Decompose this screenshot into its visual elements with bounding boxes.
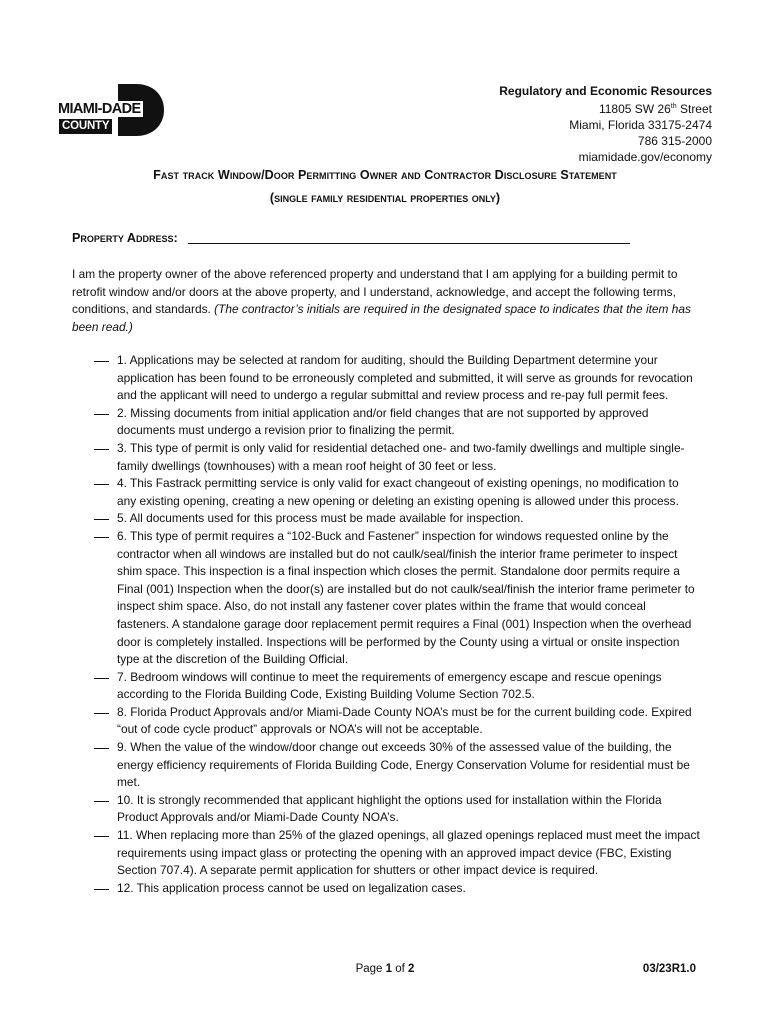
department-name: Regulatory and Economic Resources [499, 84, 712, 98]
list-item: 5. All documents used for this process must be made available for inspection. [94, 510, 700, 528]
initials-field[interactable] [94, 484, 109, 485]
initials-field[interactable] [94, 801, 109, 802]
list-item: 11. When replacing more than 25% of the glazed openings, all glazed openings replaced must meet the impact requirements using impact glass or protecting the opening with an approved impact device (FBC, Existing Section 707.4). A separate permit application for shutters or other impact device is required. [94, 827, 700, 880]
list-item: 9. When the value of the window/door change out exceeds 30% of the assessed value of the building, the energy efficiency requirements of Florida Building Code, Energy Conservation Volume for residential must be met. [94, 739, 700, 792]
initials-field[interactable] [94, 361, 109, 362]
intro-instruction: (The contractor’s initials are required in the designated space to indicates that the item has been read.) [72, 302, 691, 334]
miami-dade-county-logo [58, 82, 168, 138]
list-item: 4. This Fastrack permitting service is only valid for exact changeout of existing openings, no modification to any existing opening, creating a new opening or deleting an existing opening is allowed under this process. [94, 475, 700, 510]
initials-field[interactable] [94, 889, 109, 890]
revision-code: 03/23R1.0 [642, 963, 696, 975]
property-address-label: Property Address: [72, 231, 178, 245]
list-item: 12. This application process cannot be used on legalization cases. [94, 880, 700, 898]
phone-number: 786 315-2000 [637, 134, 712, 148]
initials-field[interactable] [94, 537, 109, 538]
list-item: 10. It is strongly recommended that applicant highlight the options used for installation within the Florida Product Approvals and/or Miami-Dade County NOA’s. [94, 792, 700, 827]
list-item: 8. Florida Product Approvals and/or Miami-Dade County NOA’s must be for the current building code. Expired “out of code cycle product” approvals or NOA’s will not be acceptable. [94, 704, 700, 739]
initials-field[interactable] [94, 449, 109, 450]
initials-field[interactable] [94, 713, 109, 714]
intro-paragraph: I am the property owner of the above referenced property and understand that I am applying for a building permit to retrofit window and/or doors at the above property, and I understand, acknowledge, and accept the following terms, conditions, and standards. (The contractor’s initials are required in the designated space to indicates that the item has been read.) [72, 267, 691, 334]
document-title: Fast track Window/Door Permitting Owner and Contractor Disclosure Statement [153, 168, 617, 182]
initials-field[interactable] [94, 519, 109, 520]
list-item: 3. This type of permit is only valid for residential detached one- and two-family dwellings and multiple single-family dwellings (townhouses) with a mean roof height of 30 feet or less. [94, 440, 700, 475]
logo-county-badge: COUNTY [59, 119, 112, 134]
list-item: 7. Bedroom windows will continue to meet the requirements of emergency escape and rescue openings according to the Florida Building Code, Existing Building Volume Section 702.5. [94, 669, 700, 704]
initials-field[interactable] [94, 836, 109, 837]
property-address-row [72, 231, 178, 245]
initials-field[interactable] [94, 678, 109, 679]
logo-wordmark: MIAMI-DADE [58, 101, 141, 117]
city-state-zip: Miami, Florida 33175-2474 [569, 118, 712, 132]
street-address: 11805 SW 26th Street [598, 102, 712, 116]
list-item: 1. Applications may be selected at random for auditing, should the Building Department determine your application has been found to be erroneously completed and submitted, it will serve as grounds for revocation and the applicant will need to undergo a regular submittal and review process and re-pay full permit fees. [94, 352, 700, 405]
initials-field[interactable] [94, 748, 109, 749]
initials-field[interactable] [94, 414, 109, 415]
list-item: 6. This type of permit requires a “102-Buck and Fastener” inspection for windows requested online by the contractor when all windows are installed but do not caulk/seal/finish the interior frame perimeter to inspect shim space. This inspection is a final inspection which closes the permit. Standalone door permits require a Final (001) Inspection when the door(s) are installed but do not caulk/seal/finish the interior frame perimeter to inspect shim space. Also, do not install any fastener cover plates within the frame that would conceal fasteners. A standalone garage door replacement permit requires a Final (001) Inspection when the overhead door is completely installed. Inspections will be performed by the County using a virtual or onsite inspection type at the discretion of the Building Official. [94, 528, 700, 669]
page-number: Page 1 of 2 [355, 963, 415, 975]
department-contact-block [499, 83, 712, 165]
terms-list [94, 352, 700, 897]
website: miamidade.gov/economy [578, 150, 712, 164]
document-subtitle: (single family residential properties only) [269, 191, 501, 205]
list-item: 2. Missing documents from initial application and/or field changes that are not supported by approved documents must undergo a revision prior to finalizing the permit. [94, 405, 700, 440]
property-address-field[interactable] [188, 243, 630, 244]
